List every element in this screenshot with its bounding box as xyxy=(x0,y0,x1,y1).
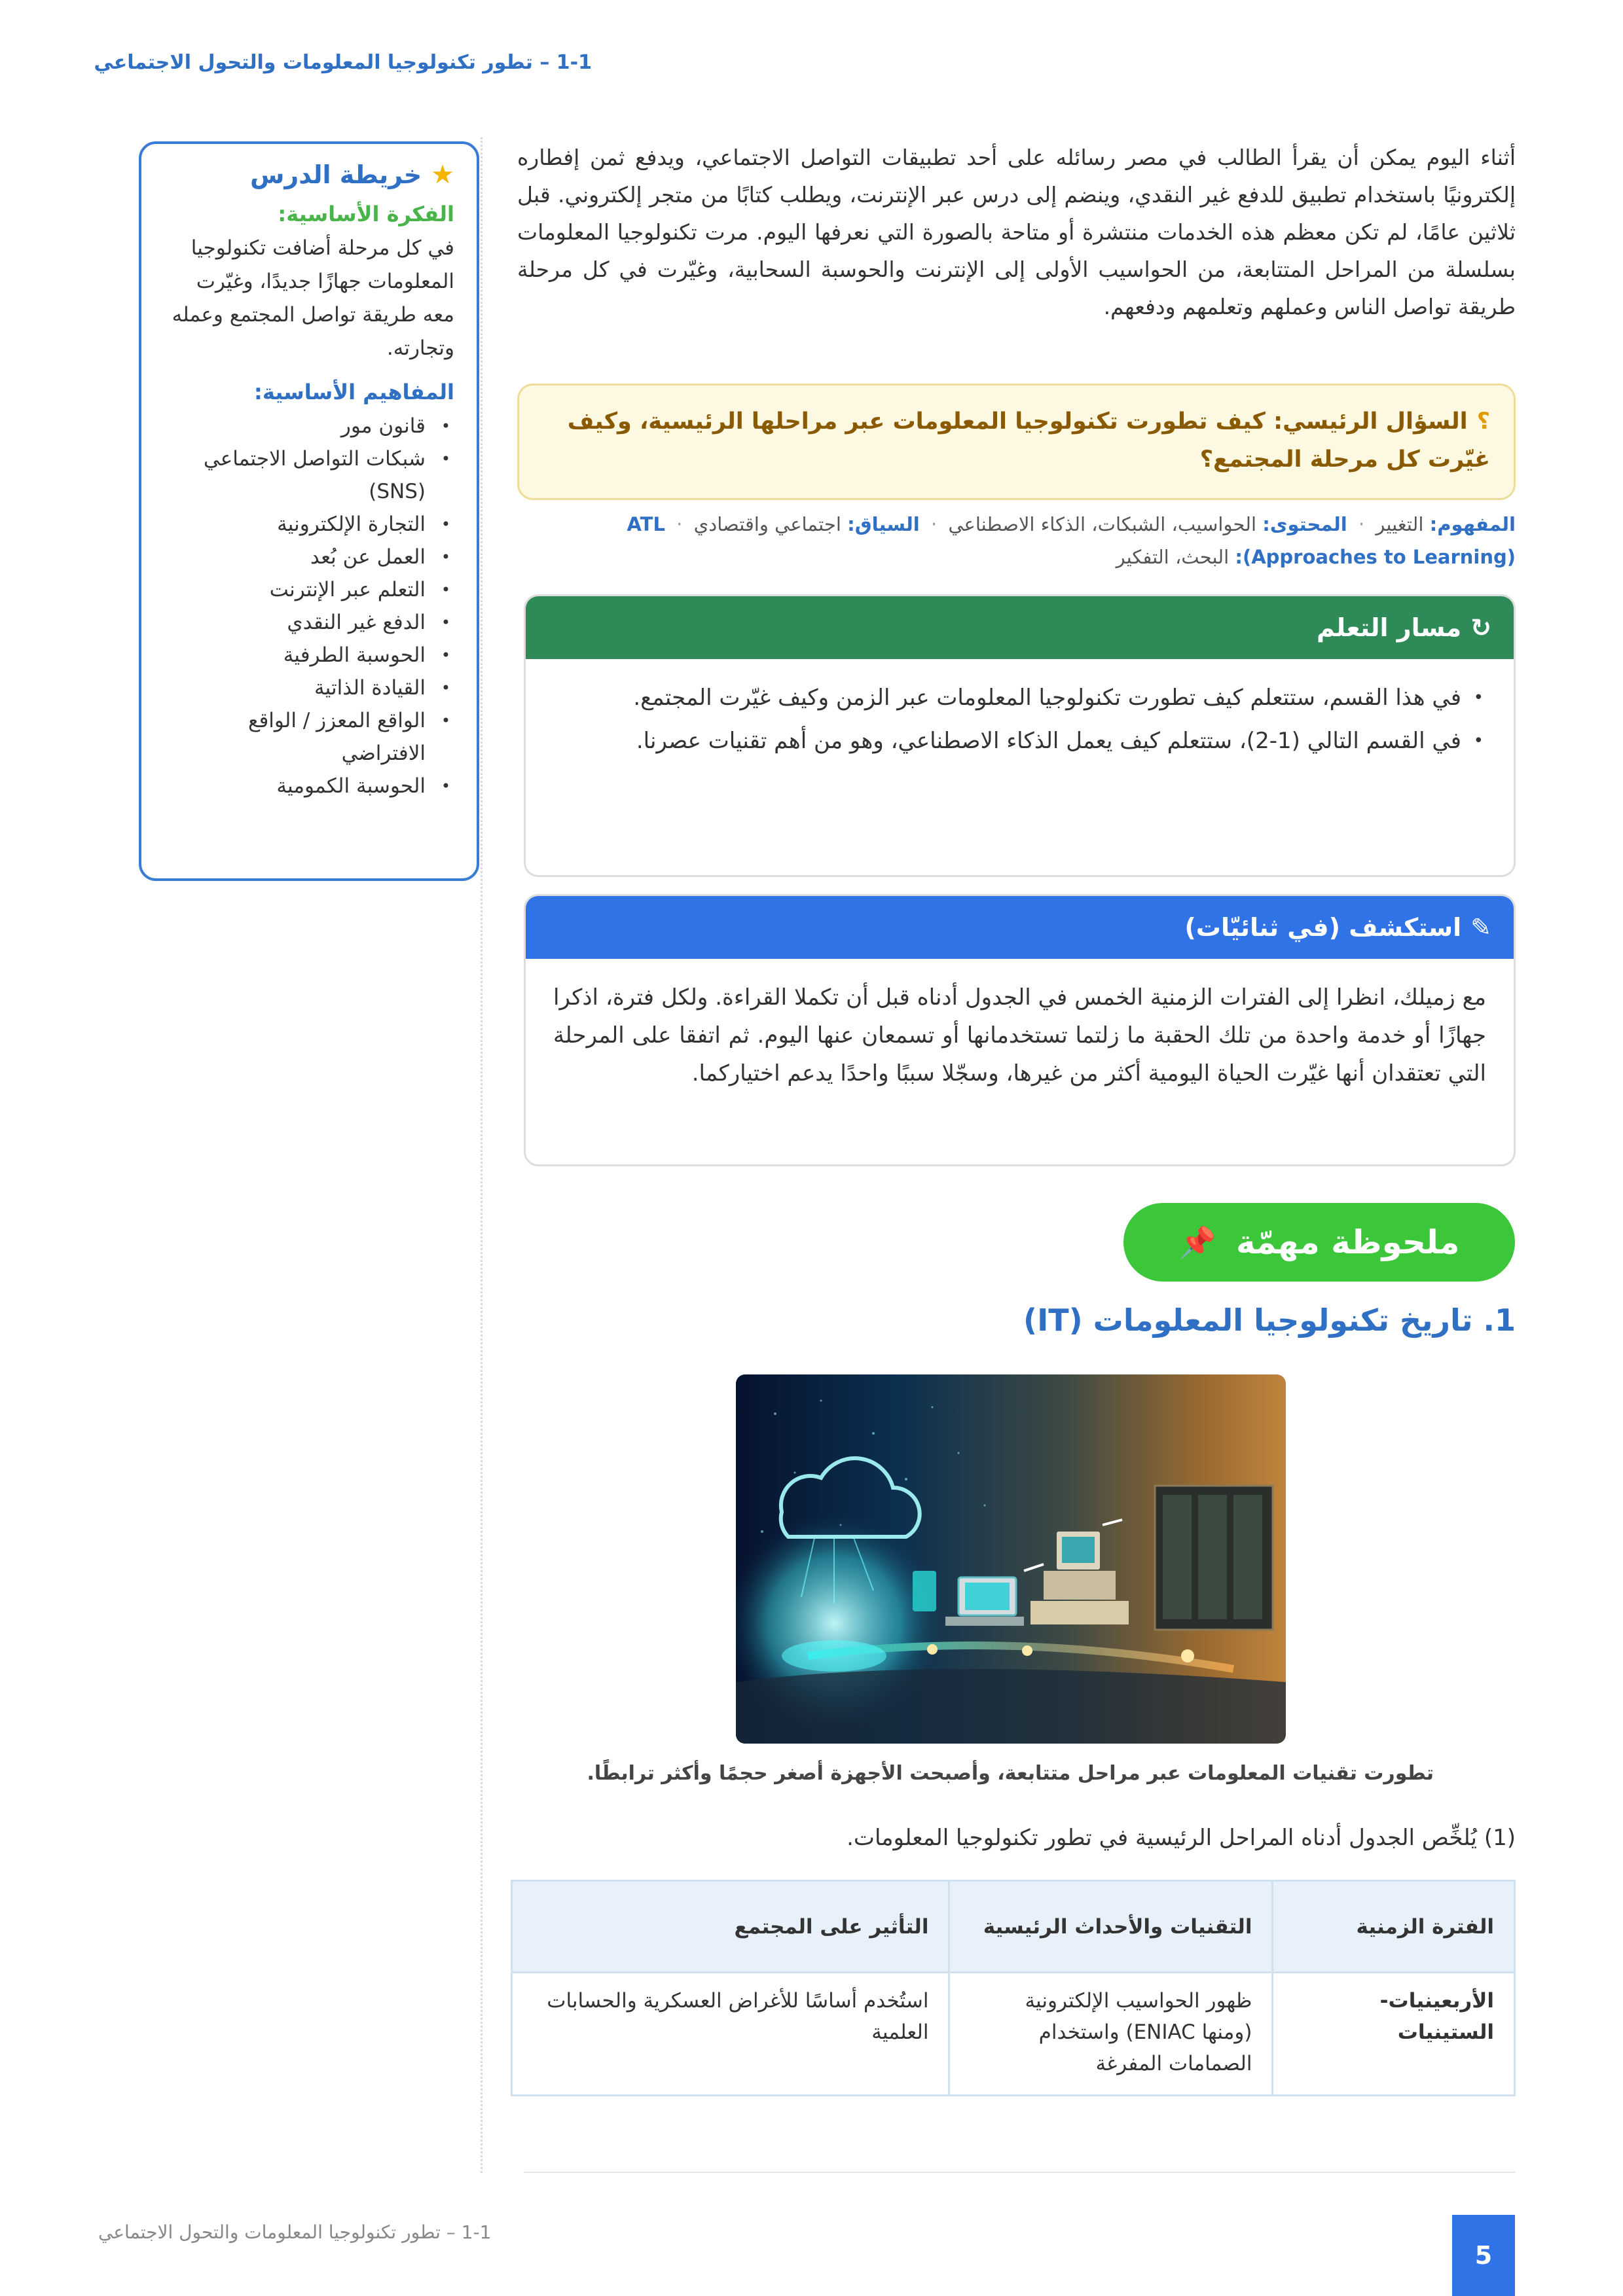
concept-item: • قانون مور xyxy=(161,410,454,442)
learning-path-item: • في هذا القسم، ستتعلم كيف تطورت تكنولوجيا المعلومات عبر الزمن وكيف غيّرت المجتمع. xyxy=(591,677,1487,718)
important-note-badge xyxy=(1123,1203,1515,1282)
intro-paragraph: أثناء اليوم يمكن أن يقرأ الطالب في مصر رسائله على أحد تطبيقات التواصل الاجتماعي، ويدفع ثمن إفطاره إلكترونيًا باستخدام تطبيق للدفع غير النقدي، وينضم إلى درس عبر الإنترنت، ويطلب كتابًا من متجر إلكتروني. قبل ثلاثين عامًا، لم تكن معظم هذه الخدمات منتشرة أو متاحة بالصورة التي نعرفها اليوم. مرت تكنولوجيا المعلومات بسلسلة من المراحل المتتابعة، من الحواسيب الأولى إلى الإنترنت والحوسبة السحابية، وغيّرت في كل مرحلة طريقة تواصل الناس وعملهم وتعلمهم ودفعهم. xyxy=(517,145,1516,319)
table-cell-tech: ظهور الحواسيب الإلكترونية (ومنها ENIAC) واستخدام الصمامات المفرغة xyxy=(949,1973,1273,2096)
table-row xyxy=(512,1973,1515,2096)
context-label: السياق: xyxy=(847,513,920,535)
concept-value: التغيير xyxy=(1376,513,1424,535)
lesson-map-title-text: خريطة الدرس xyxy=(250,160,422,189)
loop-arrow-icon: ↻ xyxy=(1470,613,1491,642)
table-header-cell: التأثير على المجتمع xyxy=(512,1881,949,1973)
concept-item: • العمل عن بُعد xyxy=(161,541,454,573)
table-header-cell: التقنيات والأحداث الرئيسية xyxy=(949,1881,1273,1973)
content-label: المحتوى: xyxy=(1262,513,1347,535)
table-intro: (1) يُلخِّص الجدول أدناه المراحل الرئيسية في تطور تكنولوجيا المعلومات. xyxy=(847,1825,1516,1851)
concept-item: • الواقع المعزز / الواقع الافتراضي xyxy=(161,704,454,770)
main-idea-text: في كل مرحلة أضافت تكنولوجيا المعلومات جهازًا جديدًا، وغيّرت معه طريقة تواصل المجتمع وعمله وتجارته. xyxy=(172,236,454,360)
learning-path-item: • في القسم التالي (1-2)، ستتعلم كيف يعمل الذكاء الاصطناعي، وهو من أهم تقنيات عصرنا. xyxy=(591,721,1487,761)
table-header-row xyxy=(512,1881,1515,1973)
it-evolution-illustration xyxy=(736,1374,1286,1744)
content-value: الحواسيب، الشبكات، الذكاء الاصطناعي xyxy=(948,513,1257,535)
key-concepts-list xyxy=(161,410,454,802)
main-idea-label: الفكرة الأساسية: xyxy=(278,202,454,226)
table-header-cell: الفترة الزمنية xyxy=(1273,1881,1515,1973)
concept-meta xyxy=(517,508,1516,573)
learning-path-header xyxy=(526,596,1514,659)
section-title: 1. تاريخ تكنولوجيا المعلومات (IT) xyxy=(1023,1302,1516,1338)
context-value: اجتماعي واقتصادي xyxy=(693,513,841,535)
table-cell-impact: استُخدم أساسًا للأغراض العسكرية والحسابات العلمية xyxy=(512,1973,949,2096)
question-mark-icon: ؟ xyxy=(1476,408,1490,435)
concept-item: • الحوسبة الطرفية xyxy=(161,639,454,672)
atl-value: البحث، التفكير xyxy=(1116,546,1230,568)
it-history-table xyxy=(511,1880,1516,2096)
lesson-map-title xyxy=(161,160,454,190)
key-question-text: السؤال الرئيسي: كيف تطورت تكنولوجيا المعلومات عبر مراحلها الرئيسية، وكيف غيّرت كل مرحلة المجتمع؟ xyxy=(567,408,1490,473)
meta-separator: · xyxy=(930,513,938,535)
concept-label: المفهوم: xyxy=(1429,513,1516,535)
atl-label: ATL (Approaches to Learning): xyxy=(627,513,1516,568)
column-separator xyxy=(481,137,483,2173)
learning-path-list xyxy=(526,659,1514,761)
pencil-icon: ✎ xyxy=(1470,913,1491,942)
concept-item: • الدفع غير النقدي xyxy=(161,606,454,639)
explore-title: استكشف (في ثنائيّات) xyxy=(1184,913,1462,942)
explore-header xyxy=(526,896,1514,959)
lesson-map-sidebar xyxy=(139,141,479,881)
star-icon: ★ xyxy=(431,160,454,190)
footer-divider xyxy=(524,2172,1516,2173)
meta-separator: · xyxy=(1358,513,1365,535)
concept-item: • شبكات التواصل الاجتماعي (SNS) xyxy=(161,442,454,508)
concept-item: • التعلم عبر الإنترنت xyxy=(161,573,454,606)
explore-text: مع زميلك، انظرا إلى الفترات الزمنية الخمس في الجدول أدناه قبل أن تكملا القراءة. ولكل فترة، اذكرا جهازًا أو خدمة واحدة من تلك الحقبة ما زلتما تستخدمانها أو تسمعان عنها اليوم. ثم اتفقا على المرحلة التي تعتقدان أنها غيّرت الحياة اليومية أكثر من غيرها، وسجّلا سببًا واحدًا يدعم اختياركما. xyxy=(553,984,1486,1086)
learning-path-card xyxy=(524,594,1516,877)
important-note-label: ملحوظة مهمّة xyxy=(1235,1223,1460,1261)
learning-path-title: مسار التعلم xyxy=(1317,613,1462,642)
key-question-box xyxy=(517,384,1516,500)
concept-item: • الحوسبة الكمومية xyxy=(161,770,454,802)
explore-card xyxy=(524,894,1516,1166)
concept-item: • القيادة الذاتية xyxy=(161,672,454,704)
it-evolution-artwork xyxy=(736,1374,1286,1744)
footer-title: 1-1 – تطور تكنولوجيا المعلومات والتحول الاجتماعي xyxy=(98,2221,492,2243)
page-header-title: 1-1 – تطور تكنولوجيا المعلومات والتحول الاجتماعي xyxy=(94,51,592,74)
pushpin-icon: 📌 xyxy=(1178,1224,1216,1260)
meta-separator: · xyxy=(676,513,683,535)
concept-item: • التجارة الإلكترونية xyxy=(161,508,454,541)
table-cell-period: الأربعينيات-الستينيات xyxy=(1273,1973,1515,2096)
page-number: 5 xyxy=(1452,2215,1515,2296)
key-concepts-label: المفاهيم الأساسية: xyxy=(254,380,454,404)
figure-caption: تطورت تقنيات المعلومات عبر مراحل متتابعة، وأصبحت الأجهزة أصغر حجمًا وأكثر ترابطًا. xyxy=(587,1762,1434,1785)
